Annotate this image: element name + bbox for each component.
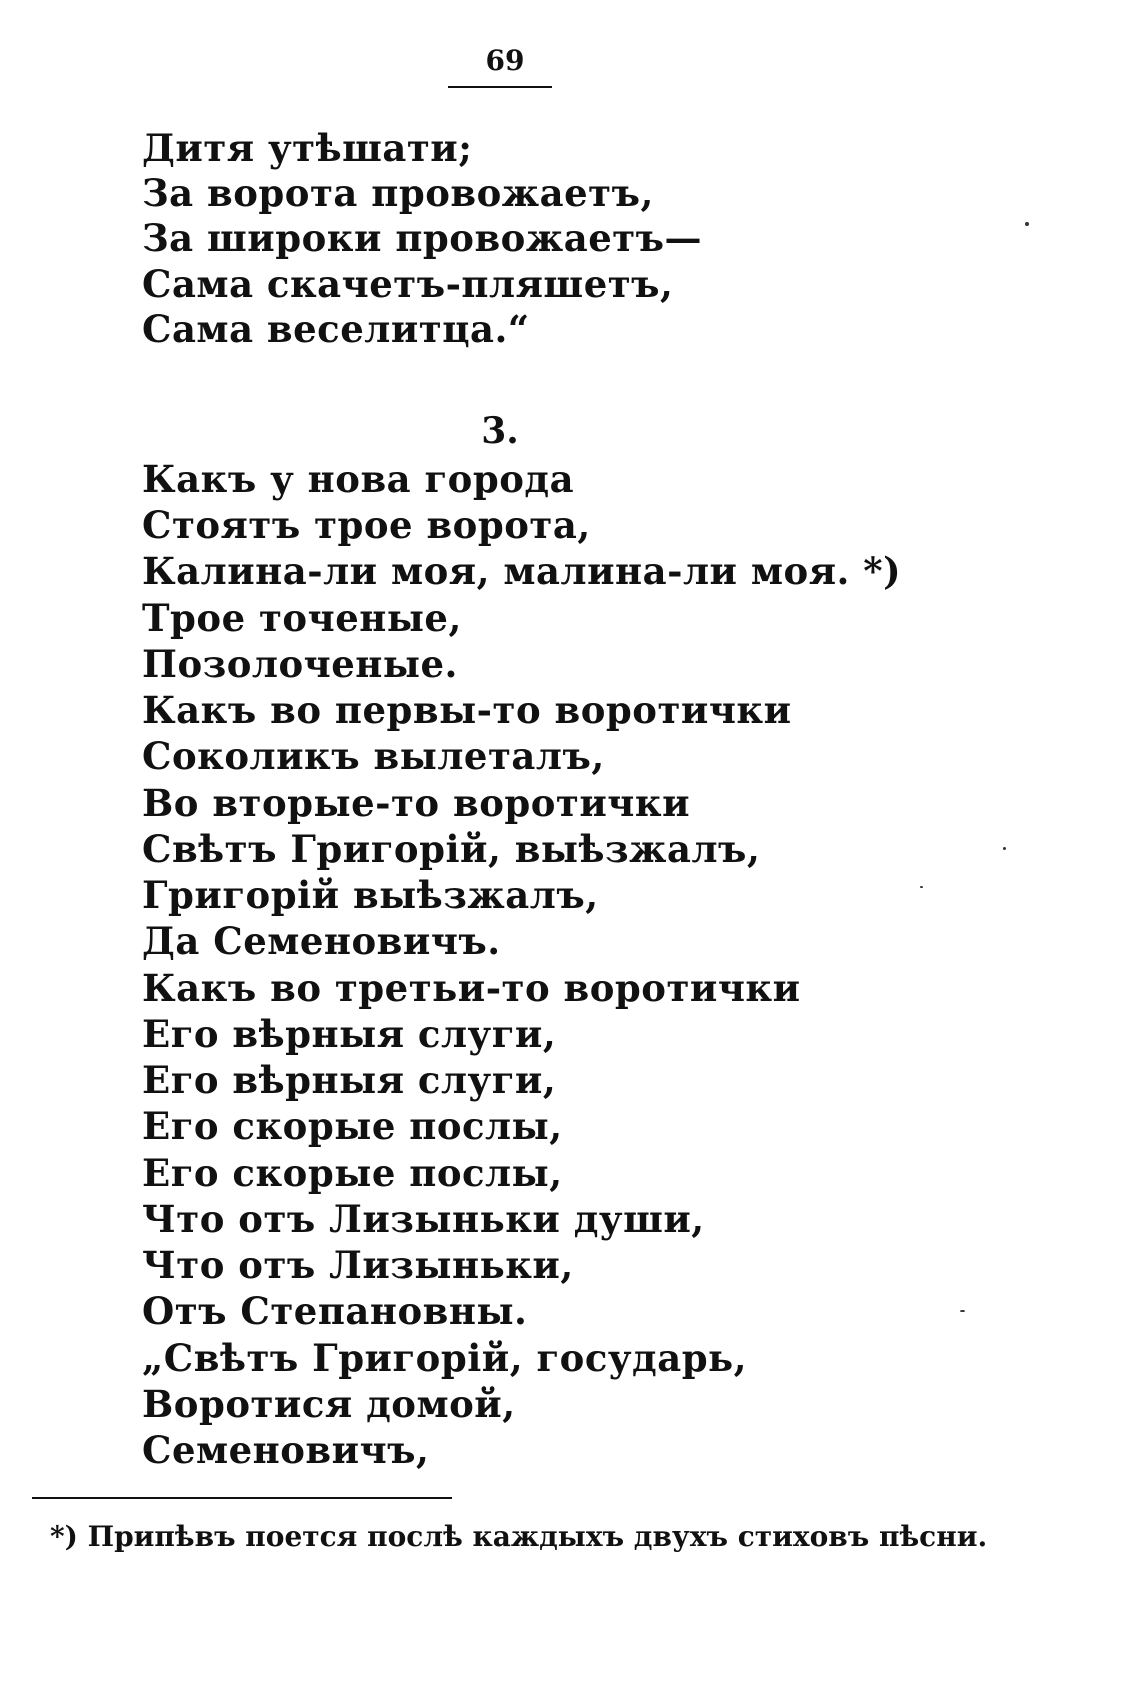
verse-line: Какъ во третьи-то воротички [142, 966, 801, 1010]
verse-line: Позолоченые. [142, 642, 458, 686]
verse-line: Свѣтъ Григорій, выѣзжалъ, [142, 827, 761, 871]
verse-line: Григорій выѣзжалъ, [142, 873, 599, 917]
verse-line: Дитя утѣшати; [142, 126, 473, 170]
verse-line: „Свѣтъ Григорій, государь, [142, 1336, 748, 1380]
section-number: 3. [481, 410, 519, 452]
verse-line: Сама веселитца.“ [142, 307, 530, 351]
verse-line: Семеновичъ, [142, 1428, 430, 1472]
verse-line: Что отъ Лизыньки души, [142, 1197, 705, 1241]
verse-line: Стоятъ трое ворота, [142, 503, 591, 547]
verse-line: Во вторые-то воротички [142, 781, 691, 825]
print-speck [1003, 847, 1006, 850]
verse-line: Отъ Степановны. [142, 1289, 528, 1333]
footnote: *) Припѣвъ поется послѣ каждыхъ двухъ стиховъ пѣсни. [50, 1520, 988, 1553]
page-number: 69 [485, 44, 525, 77]
verse-line: Его скорые послы, [142, 1104, 563, 1148]
page-number-rule [448, 86, 552, 88]
verse-line: Соколикъ вылеталъ, [142, 734, 605, 778]
verse-line: Его вѣрныя слуги, [142, 1012, 557, 1056]
verse-line: Да Семеновичъ. [142, 919, 501, 963]
verse-line: Сама скачетъ-пляшетъ, [142, 262, 674, 306]
verse-line: Какъ у нова города [142, 457, 575, 501]
verse-line: Воротися домой, [142, 1382, 516, 1426]
print-speck [1025, 222, 1029, 226]
print-speck [960, 1310, 965, 1312]
verse-line: За ворота провожаетъ, [142, 171, 654, 215]
verse-line: Что отъ Лизыньки, [142, 1243, 574, 1287]
verse-line: Его вѣрныя слуги, [142, 1058, 557, 1102]
verse-line: За широки провожаетъ— [142, 216, 703, 260]
verse-line: Калина-ли моя, малина-ли моя. *) [142, 549, 902, 593]
footnote-rule [32, 1497, 452, 1499]
print-speck [920, 886, 923, 888]
verse-line: Его скорые послы, [142, 1151, 563, 1195]
verse-line: Какъ во первы-то воротички [142, 688, 792, 732]
verse-line: Трое точеные, [142, 596, 462, 640]
